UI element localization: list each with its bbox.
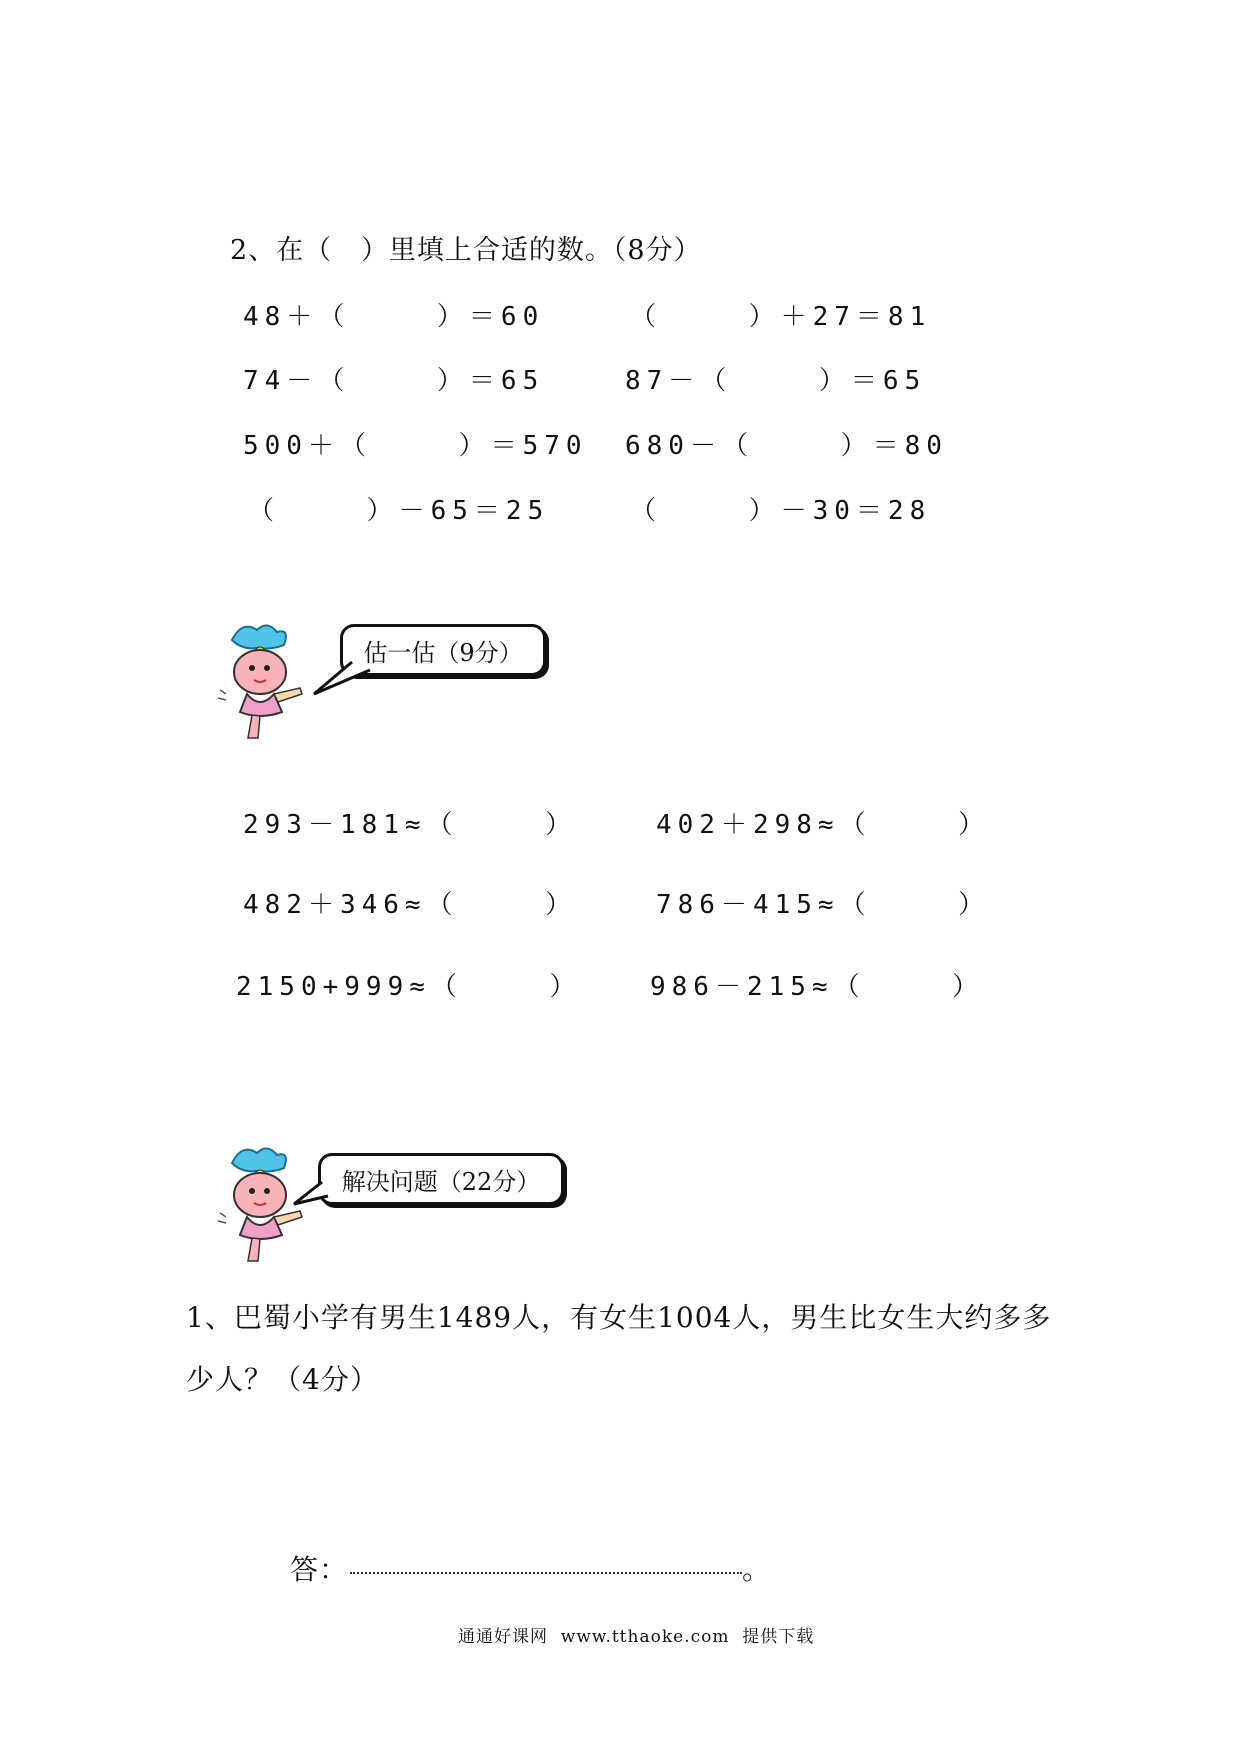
estimate-eq-2-right: 786－415≈（ ） bbox=[656, 890, 991, 920]
answer-end-mark: 。 bbox=[742, 1553, 772, 1586]
estimate-bubble-label: 估一估（9分） bbox=[363, 638, 523, 667]
fill-eq-1-right: （ ）＋27＝81 bbox=[630, 302, 932, 332]
solve-bubble-label: 解决问题（22分） bbox=[341, 1167, 541, 1196]
fill-section-title: 2、在（ ）里填上合适的数。（8分） bbox=[230, 235, 702, 266]
fill-eq-3-right: 680－（ ）＝80 bbox=[625, 431, 948, 461]
fill-eq-4-left: （ ）－65＝25 bbox=[248, 496, 550, 526]
answer-label: 答： bbox=[290, 1553, 349, 1586]
answer-blank-line[interactable] bbox=[350, 1572, 742, 1574]
solve-bubble bbox=[318, 1153, 564, 1205]
fill-eq-3-left: 500＋（ ）＝570 bbox=[243, 431, 588, 461]
solve-bubble-tail bbox=[292, 1180, 332, 1210]
fill-eq-1-left: 48＋（ ）＝60 bbox=[243, 302, 545, 332]
estimate-bubble-tail bbox=[312, 660, 382, 700]
problem-1-line-2: 少人？（4分） bbox=[186, 1363, 379, 1396]
fill-eq-4-right: （ ）－30＝28 bbox=[630, 496, 932, 526]
estimate-eq-3-right: 986－215≈（ ） bbox=[650, 972, 985, 1002]
fill-eq-2-right: 87－（ ）＝65 bbox=[625, 366, 927, 396]
estimate-eq-1-left: 293－181≈（ ） bbox=[243, 810, 578, 840]
cartoon-girl-icon bbox=[212, 620, 307, 745]
estimate-eq-2-left: 482＋346≈（ ） bbox=[243, 890, 578, 920]
estimate-eq-1-right: 402＋298≈（ ） bbox=[656, 810, 991, 840]
problem-1-line-1: 1、巴蜀小学有男生1489人，有女生1004人，男生比女生大约多多 bbox=[186, 1301, 1052, 1334]
footer-source: 通通好课网 www.tthaoke.com 提供下载 bbox=[458, 1627, 815, 1647]
fill-eq-2-left: 74－（ ）＝65 bbox=[243, 366, 545, 396]
estimate-eq-3-left: 2150+999≈（ ） bbox=[236, 972, 582, 1002]
